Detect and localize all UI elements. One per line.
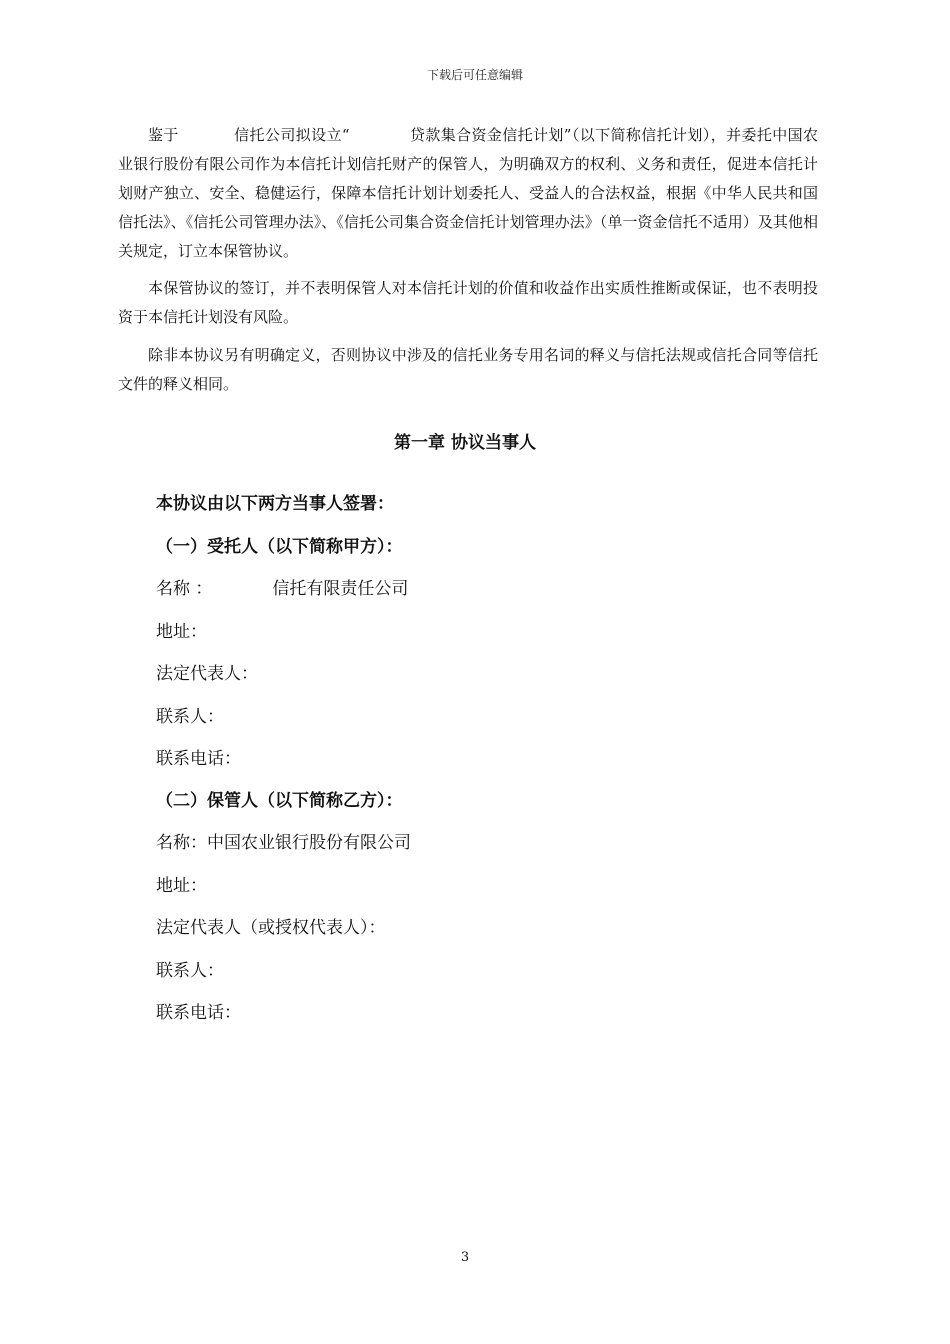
page-number: 3 — [460, 1250, 470, 1265]
page-header: 下载后可任意编辑 — [426, 68, 523, 82]
party-b-contact: 联系人： — [156, 961, 224, 981]
party-a-name-label: 名称 ： — [156, 579, 213, 599]
party-b-phone: 联系电话： — [156, 1003, 241, 1023]
intro-p1-lead: 鉴于 — [148, 126, 179, 144]
intro-paragraph-1 — [118, 121, 818, 266]
party-b-address: 地址： — [156, 876, 207, 896]
party-b-name: 名称：中国农业银行股份有限公司 — [156, 833, 411, 853]
party-a-legal-rep: 法定代表人： — [156, 664, 258, 684]
intro-p1-rest: 贷款集合资金信托计划”（以下简称信托计划），并委托中国农业银行股份有限公司作为本信托计划信托财产的保管人，为明确双方的权利、义务和责任，促进本信托计划财产独立、安全、稳健运行，保障本信托计划计划委托人、受益人的合法权益，根据《中华人民共和国信托法》、《信托公司管理办法》、《信托公司集合资金信托计划管理办法》（单一资金信托不适用）及其他相关规定，订立本保管协议。 — [118, 126, 819, 260]
parties-lead: 本协议由以下两方当事人签署： — [156, 494, 394, 514]
party-a-name-value: 信托有限责任公司 — [272, 579, 409, 599]
party-a-phone: 联系电话： — [156, 749, 241, 769]
intro-p1-mid: 信托公司拟设立“ — [233, 126, 350, 144]
party-b-heading: （二）保管人（以下简称乙方）： — [156, 791, 403, 811]
chapter-title: 第一章 协议当事人 — [394, 433, 536, 453]
party-b-legal-rep: 法定代表人（或授权代表人）： — [156, 918, 386, 938]
party-a-contact: 联系人： — [156, 707, 224, 727]
party-a-heading: （一）受托人（以下简称甲方）： — [156, 537, 403, 557]
party-a-address: 地址： — [156, 622, 207, 642]
intro-paragraph-3: 除非本协议另有明确定义，否则协议中涉及的信托业务专用名词的释义与信托法规或信托合同等信托文件的释义相同。 — [118, 346, 818, 393]
intro-paragraph-2: 本保管协议的签订，并不表明保管人对本信托计划的价值和收益作出实质性推断或保证，也不表明投资于本信托计划没有风险。 — [118, 279, 818, 326]
party-a-name — [156, 574, 408, 599]
